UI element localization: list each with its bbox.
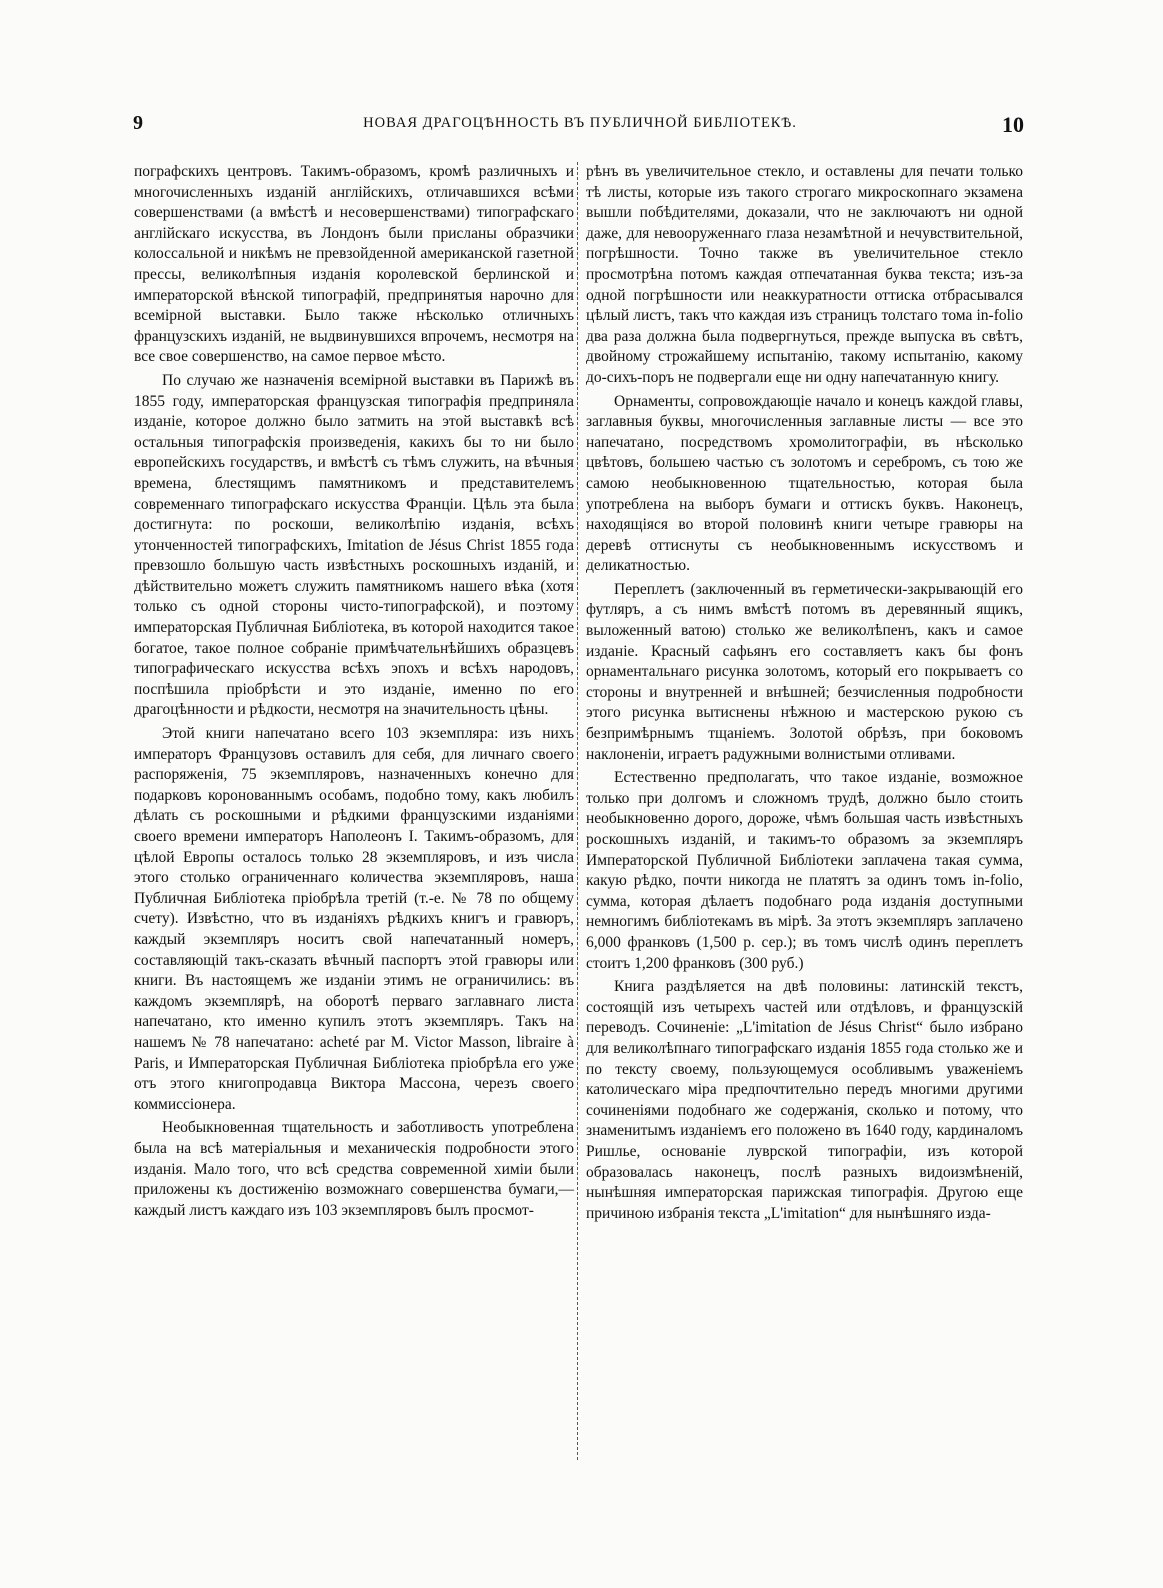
page-header xyxy=(128,112,1032,142)
paragraph: Орнаменты, сопровождающіе начало и конецъ каждой главы, заглавныя буквы, многочисленныя заглавные листы — все это напечатано, посредствомъ хромолитографіи, въ нѣсколько цвѣтовъ, большею частью съ золотомъ и серебромъ, съ тою же самою необыкновенною тщательностью, которая была употреблена на выборъ бумаги и оттискъ буквъ. Наконецъ, находящіяся во второй половинѣ книги четыре гравюры на деревѣ оттиснуты съ необыкновеннымъ искусствомъ и деликатностью. xyxy=(586,392,1023,575)
right-column xyxy=(586,162,1023,1224)
paragraph: По случаю же назначенія всемірной выставки въ Парижѣ въ 1855 году, императорская французская типографія предприняла изданіе, которое должно было затмить на этой выставкѣ всѣ остальныя типографскія произведенія, какихъ бы то ни было европейскихъ государствъ, и вмѣстѣ съ тѣмъ служить, на вѣчныя времена, блестящимъ памятникомъ и представителемъ современнаго типографскаго искусства Франціи. Цѣль эта была достигнута: по роскоши, великолѣпію изданія, всѣхъ утонченностей типографскихъ, Imitation de Jésus Christ 1855 года превзошло большую часть извѣстныхъ роскошныхъ изданій, и дѣйствительно можетъ служить памятникомъ нашего вѣка (хотя только съ одной стороны чисто-типографской), и поэтому императорская Публичная Библіотека, въ которой находится такое богатое, такое полное собраніе примѣчательнѣйшихъ образцевъ типографическаго искусства всѣхъ эпохъ и всѣхъ народовъ, поспѣшила пріобрѣсти и это изданіе, именно по его драгоцѣнности и рѣдкости, несмотря на значительность цѣны. xyxy=(134,371,574,719)
paragraph: Необыкновенная тщательность и заботливость употреблена была на всѣ матеріальныя и механическія подробности этого изданія. Мало того, что всѣ средства современной химіи были приложены къ достиженію возможнаго совершенства бумаги,—каждый листъ каждаго изъ 103 экземпляровъ былъ просмот- xyxy=(134,1119,574,1219)
paragraph: пографскихъ центровъ. Такимъ-образомъ, кромѣ различныхъ и многочисленныхъ изданій англійскихъ, отличавшихся всѣми совершенствами (а вмѣстѣ и несовершенствами) типографскаго англійскаго искусства, въ Лондонъ были присланы образчики колоссальной и никѣмъ не превзойденной американской газетной прессы, великолѣпныя изданія королевской берлинской и императорской вѣнской типографій, предпринятыя нарочно для всемірной выставки. Было также нѣсколько отличныхъ французскихъ изданій, не выдвинувшихся впрочемъ, несмотря на все свое совершенство, на самое первое мѣсто. xyxy=(134,163,574,366)
paragraph: Этой книги напечатано всего 103 экземпляра: изъ нихъ императоръ Французовъ оставилъ для себя, для личнаго своего распоряженія, 75 экземпляровъ, назначенныхъ конечно для подарковъ коронованнымъ особамъ, подобно тому, какъ любилъ дѣлать съ роскошными и рѣдкими французскими изданіями своего времени императоръ Наполеонъ I. Такимъ-образомъ, для цѣлой Европы осталось только 28 экземпляровъ, и изъ числа этого столько ограниченнаго количества экземпляровъ, наша Публичная Библіотека пріобрѣла третій (т.-е. № 78 по общему счету). Извѣстно, что въ изданіяхъ рѣдкихъ книгъ и гравюръ, каждый экземпляръ носитъ свой напечатанный номеръ, составляющій такъ-сказать вѣчный паспортъ этой гравюры или книги. Въ настоящемъ же изданіи этимъ не ограничились: въ каждомъ экземплярѣ, на оборотѣ перваго заглавнаго листа напечатано, кто именно купилъ этотъ экземпляръ. Такъ на нашемъ № 78 напечатано: acheté par M. Victor Masson, libraire à Paris, и Императорская Публичная Библіотека пріобрѣла его уже отъ этого книгопродавца Виктора Массона, черезъ своего коммиссіонера. xyxy=(134,725,574,1113)
paragraph: Книга раздѣляется на двѣ половины: латинскій текстъ, состоящій изъ четырехъ частей или отдѣловъ, и французскій переводъ. Сочиненіе: „L'imitation de Jésus Christ“ было избрано для великолѣпнаго типографскаго изданія 1855 года столько же и по тексту своему, пользующемуся особливымъ уваженіемъ католическаго міра предпочтительно передъ многими другими сочиненіями подобнаго же содержанія, сколько и потому, что знаменитымъ изданіемъ его положено въ 1640 году, кардиналомъ Ришлье, основаніе луврской типографіи, изъ которой образовалась наконецъ, послѣ разныхъ видоизмѣненій, нынѣшняя императорская парижская типографія. Другою еще причиною избранія текста „L'imitation“ для нынѣшняго изда- xyxy=(586,978,1023,1222)
paragraph: Естественно предполагать, что такое изданіе, возможное только при долгомъ и сложномъ трудѣ, должно было стоить необыкновенно дорого, дороже, чѣмъ большая часть извѣстныхъ роскошныхъ изданій, и такимъ-то образомъ за экземпляръ Императорской Публичной Библіотеки заплачена такая сумма, какую рѣдко, почти никогда не платятъ за одинъ томъ in-folio, сумма, которая дѣлаетъ подобнаго рода изданія доступными немногимъ библіотекамъ въ мірѣ. За этотъ экземпляръ заплачено 6,000 франковъ (1,500 р. сер.); въ томъ числѣ одинъ переплетъ стоитъ 1,200 франковъ (300 руб.) xyxy=(586,769,1023,972)
paragraph: Переплетъ (заключенный въ герметически-закрывающій его футляръ, а съ нимъ вмѣстѣ потомъ въ деревянный ящикъ, выложенный ватою) столько же великолѣпенъ, какъ и самое изданіе. Красный сафьянъ его составляетъ какъ бы фонъ орнаментальнаго рисунка золотомъ, который его покрываетъ со стороны и внутренней и внѣшней; безчисленныя подробности этого рисунка вытиснены нѣжною и мастерскою рукою съ безпримѣрнымъ тщаніемъ. Золотой обрѣзъ, при боковомъ наклоненіи, играетъ радужными волнистыми отливами. xyxy=(586,580,1023,763)
left-column xyxy=(134,162,574,1221)
running-title: НОВАЯ ДРАГОЦѢННОСТЬ ВЪ ПУБЛИЧНОЙ БИБЛІОТЕКѢ. xyxy=(363,115,797,131)
page-number-left: 9 xyxy=(133,112,143,134)
paragraph: рѣнъ въ увеличительное стекло, и оставлены для печати только тѣ листы, которые изъ такого строгаго микроскопнаго экзамена вышли побѣдителями, доказали, что не заключаютъ ни одной даже, для невооруженнаго глаза незамѣтной и нечувствительной, погрѣшности. Точно также въ увеличительное стекло просмотрѣна потомъ каждая отпечатанная буква текста; изъ-за одной погрѣшности или неаккуратности оттиска отбрасывался цѣлый листъ, такъ что каждая изъ страницъ толстаго тома in-folio два раза должна была подвергнуться, прежде выпуска въ свѣтъ, двойному строжайшему испытанію, такому испытанію, какому до-сихъ-поръ не подвергали еще ни одну напечатанную книгу. xyxy=(586,163,1023,386)
column-divider xyxy=(577,162,578,1460)
page-number-right: 10 xyxy=(1002,112,1024,137)
